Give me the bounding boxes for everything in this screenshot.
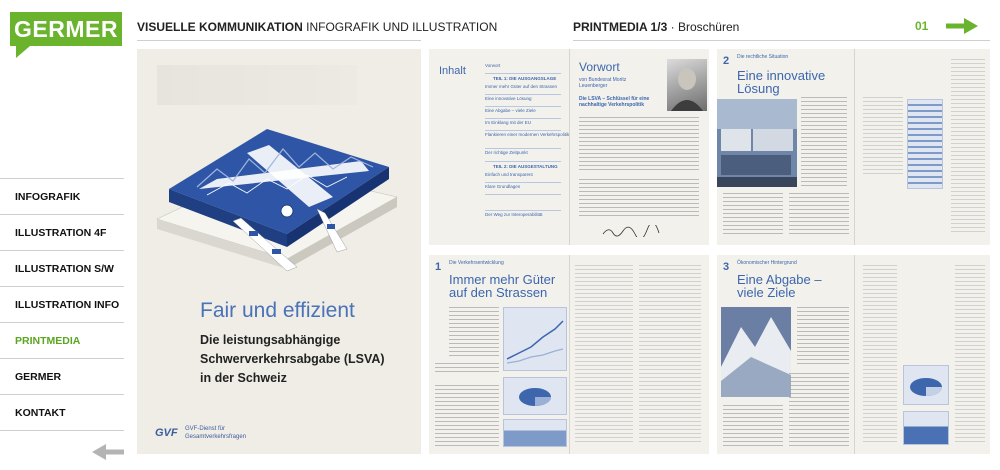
toc-item: Im Einklang mit der EU: [485, 120, 532, 125]
chapter-kicker: Die Verkehrsentwicklung: [449, 260, 504, 266]
toc-divider: [485, 182, 561, 183]
toc-divider: [485, 148, 561, 149]
cover-subtitle-line: Schwerverkehrsabgabe (LSVA): [200, 352, 385, 366]
header-divider-left: [137, 40, 421, 41]
chapter-text: [639, 265, 701, 445]
toc-item: Einfach und transparent: [485, 172, 533, 177]
pie-chart-shape: [503, 377, 567, 415]
toc-divider: [485, 118, 561, 119]
chapter-title: [737, 273, 822, 299]
chapter-text: [449, 307, 499, 359]
cover-title: Fair und effizient: [200, 299, 355, 322]
category-title-bold: PRINTMEDIA 1/3: [573, 20, 668, 34]
header-divider-right: [573, 40, 990, 41]
nav-item-illustration-sw[interactable]: ILLUSTRATION S/W: [0, 250, 124, 286]
toc-item: Vorwort: [485, 63, 501, 68]
chapter-text: [723, 405, 783, 447]
toc-item: Immer mehr Güter auf den Strassen: [485, 84, 558, 89]
sidebar-text: [951, 59, 985, 235]
section-title-bold: VISUELLE KOMMUNIKATION: [137, 20, 303, 34]
chapter-number: 2: [723, 55, 730, 67]
line-chart-lines: [503, 307, 567, 371]
vorwort-text: [579, 179, 699, 217]
nav-item-printmedia[interactable]: PRINTMEDIA: [0, 322, 124, 358]
portrait-face: [667, 59, 707, 111]
spread-fold: [569, 255, 570, 454]
cover-illustration: [137, 109, 421, 289]
spread-fold: [854, 49, 855, 245]
category-title-rest: Broschüren: [677, 20, 740, 34]
nav-item-infografik[interactable]: INFOGRAFIK: [0, 178, 124, 214]
nav-item-illustration-4f[interactable]: ILLUSTRATION 4F: [0, 214, 124, 250]
chapter-title-line: viele Ziele: [737, 285, 796, 300]
brochure-spread-toc[interactable]: [429, 49, 709, 245]
toc-divider: [485, 106, 561, 107]
toc-divider: [485, 161, 561, 162]
chapter-text: [789, 193, 849, 237]
toc-divider: [485, 73, 561, 74]
chapter-title-line: Eine Abgabe –: [737, 272, 822, 287]
data-table-graphic: [907, 99, 943, 189]
chapter-number: 1: [435, 261, 442, 273]
mountain-photo: [721, 307, 791, 397]
category-title: [573, 20, 739, 34]
truck-photo: [717, 99, 797, 187]
chapter-text: [723, 193, 783, 237]
lsva-heading: Die LSVA – Schlüssel für eine nachhaltige Verkehrspolitik: [579, 96, 650, 108]
chapter-title: [449, 273, 555, 299]
chapter-number: 3: [723, 261, 730, 273]
toc-divider: [485, 94, 561, 95]
gvf-logo: GVF: [155, 427, 178, 439]
page-number: 01: [915, 19, 929, 33]
toc-item: Der richtige Zeitpunkt: [485, 150, 528, 155]
nav-item-illustration-info[interactable]: ILLUSTRATION INFO: [0, 286, 124, 322]
category-separator: ·: [670, 20, 675, 34]
chapter-text: [863, 97, 903, 177]
logo-text: GERMER: [10, 12, 122, 46]
bar-chart-graphic: [503, 419, 567, 447]
brochure-spread-gueter[interactable]: [429, 255, 709, 454]
toc-item: TEIL 1: DIE AUSGANGSLAGE: [493, 76, 557, 81]
spread-fold: [854, 255, 855, 454]
vorwort-subtitle: von Bundesrat Moritz Leuenberger: [579, 77, 627, 89]
publisher-line: Gesamtverkehrsfragen: [185, 434, 247, 440]
toc-item: Klare Grundlagen: [485, 184, 521, 189]
cover-subtitle-line: Die leistungsabhängige: [200, 333, 341, 347]
chapter-text: [801, 97, 847, 187]
chapter-text: [797, 307, 849, 367]
chapter-title-line: Immer mehr Güter: [449, 272, 556, 287]
brochure-spread-ziele[interactable]: [717, 255, 990, 454]
vorwort-title: Vorwort: [579, 60, 620, 74]
brochure-spread-innovative[interactable]: [717, 49, 990, 245]
nav-bottom-divider: [0, 430, 124, 431]
vorwort-text: [579, 117, 699, 173]
main-nav: [0, 178, 124, 431]
toc-item: Eine innovative Lösung: [485, 96, 532, 101]
chapter-kicker: Ökonomischer Hintergrund: [737, 260, 797, 266]
germer-logo[interactable]: [10, 12, 122, 58]
signature: [601, 225, 661, 237]
toc-heading: Inhalt: [439, 65, 466, 77]
section-title: [137, 20, 497, 34]
pie-chart-shape: [903, 365, 949, 405]
arrow-right-icon[interactable]: [946, 18, 978, 34]
nav-item-germer[interactable]: GERMER: [0, 358, 124, 394]
toc-divider: [485, 194, 561, 195]
area-chart-graphic: [903, 411, 949, 445]
logo-speech-tail: [16, 46, 30, 58]
chapter-text: [435, 385, 499, 447]
toc-item: TEIL 2: DIE AUSGESTALTUNG: [493, 164, 558, 169]
publisher-line: GVF-Dienst für: [185, 426, 226, 432]
chapter-text: [435, 363, 499, 375]
chapter-title-line: Lösung: [737, 81, 780, 96]
chapter-text: [575, 265, 633, 445]
brochure-cover[interactable]: [137, 49, 421, 454]
cover-subtitle: [200, 331, 400, 388]
cover-subtitle-line: in der Schweiz: [200, 371, 287, 385]
arrow-left-icon[interactable]: [92, 444, 124, 460]
chapter-text: [863, 265, 897, 445]
nav-item-kontakt[interactable]: KONTAKT: [0, 394, 124, 430]
publisher-name: [185, 425, 246, 441]
section-title-rest: INFOGRAFIK UND ILLUSTRATION: [306, 20, 498, 34]
spread-fold: [569, 49, 570, 245]
toc-item: Eine Abgabe – viele Ziele: [485, 108, 536, 113]
sidebar-text: [955, 265, 985, 445]
toc-divider: [485, 210, 561, 211]
chapter-title: [737, 69, 825, 95]
cover-ghost-print: [157, 65, 357, 105]
chapter-text: [789, 373, 849, 447]
chapter-kicker: Die rechtliche Situation: [737, 54, 789, 60]
toc-divider: [485, 130, 561, 131]
chapter-title-line: auf den Strassen: [449, 285, 548, 300]
toc-item: Der Weg zur Interoperabilität: [485, 212, 543, 217]
toc-item: Flankieren einer modernen Verkehrspolitik: [485, 132, 570, 137]
chapter-title-line: Eine innovative: [737, 68, 826, 83]
